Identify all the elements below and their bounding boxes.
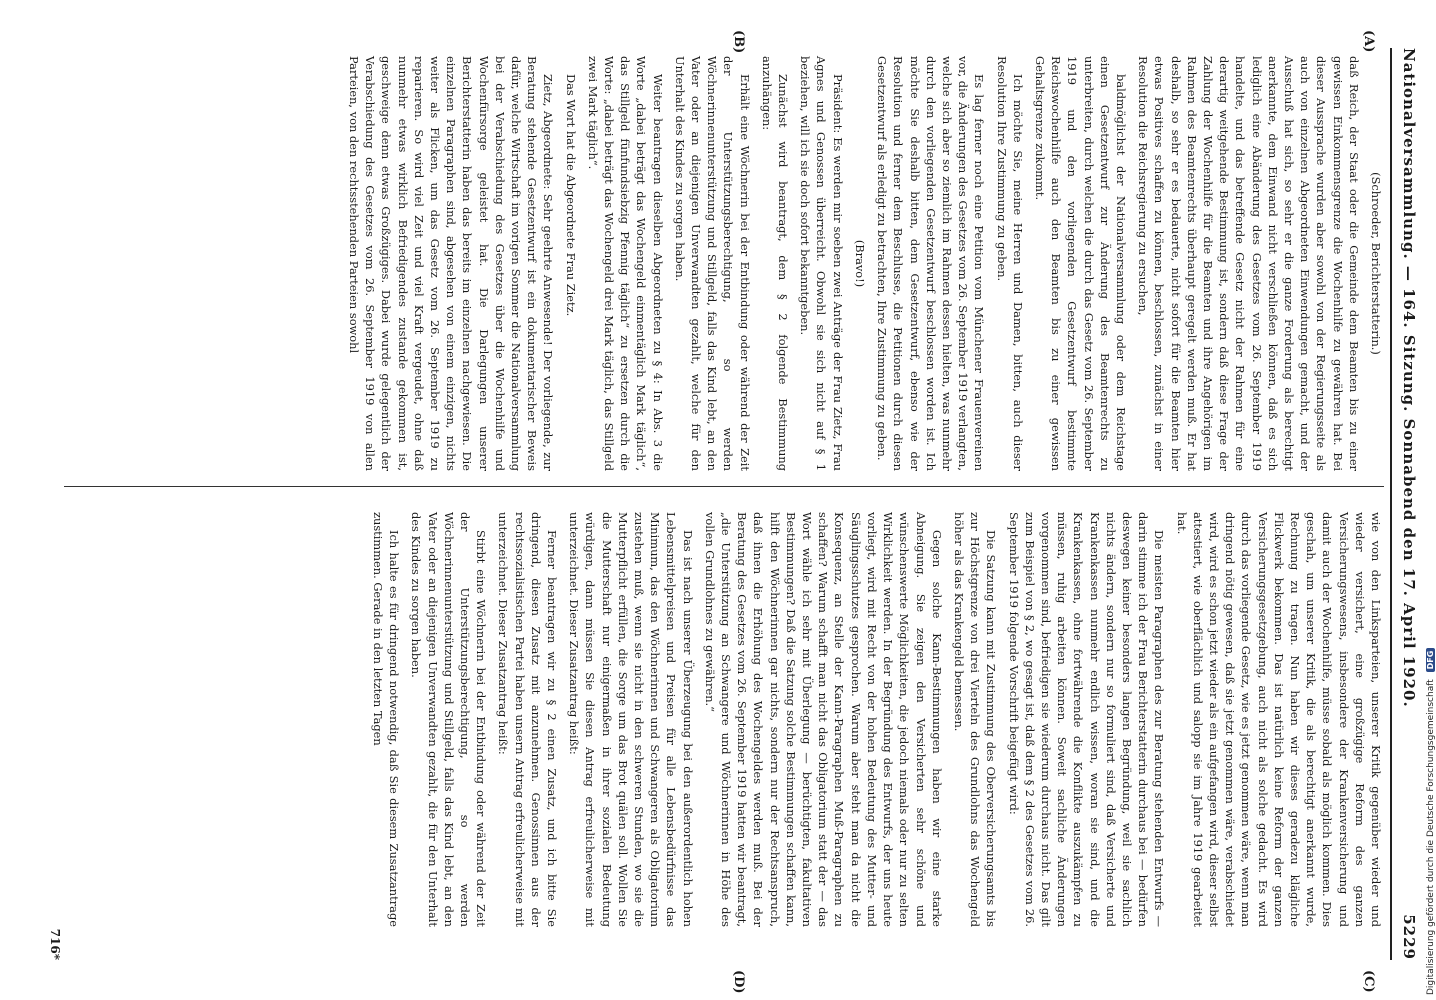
paragraph: Die meisten Paragraphen des zur Beratung stehenden Entwurfs — darin stimme ich der Frau Berichterstatterin durchaus bei — bedürfen deswegen keiner besonders langen Begründung, weil sie sachlich nichts ändern, sondern nur so formuliert sind, daß Versicherte und Krankenkassen nunmehr endlich wissen, woran sie sind, und die Krankenkassen, ohne fortwährende die Konflikte auszukämpfen zu müssen, ruhig arbeiten können. Soweit sachliche Änderungen vorgenommen sind, befriedigen sie wiederum durchaus nicht. Das gilt zum Beispiel von § 2, wo gesagt ist, daß dem § 2 des Gesetzes vom 26. September 1919 folgende Vorschrift beigefügt wird:: [1006, 512, 1167, 927]
header-rule: [1390, 48, 1392, 960]
header-title: Nationalversammlung. — 164. Sitzung. Sonnabend den 17. April 1920.: [1400, 48, 1418, 708]
paragraph: Gegen solche Kann-Bestimmungen haben wir eine starke Abneigung. Sie zeigen den Versicherten sehr schöne und wünschenswerte Möglichkeiten, die jedoch niemals oder nur zu selten Wirklichkeit werden. In der Begründung des Entwurfs, der uns heute vorliegt, wird mit Recht von der hohen Bedeutung des Mutter- und Säuglingsschutzes gesprochen. Warum aber steht man da nicht die Konsequenz, an Stelle der Kann-Paragraphen Muß-Paragraphen zu schaffen? Warum schafft man nicht das Obligatorium statt der — das Wort wähle ich sehr mit Überlegung — berüchtigten, fakultativen Bestimmungen? Daß die Satzung solche Bestimmungen schaffen kann, hilft den Wöchnerinnen gar nichts, sondern nur der Rechtsanspruch, daß ihnen die Erhöhung des Wochengeldes werden muß. Bei der Beratung des Gesetzes vom 26. September 1919 hatten wir beantragt, „die Unterstützung an Schwangere und Wöchnerinnen in Höhe des vollen Grundlohnes zu gewähren.“: [702, 512, 944, 927]
paragraph: (Bravo!): [852, 239, 867, 288]
paragraph: Die Satzung kann mit Zustimmung des Oberversicherungsamts bis zur Höchstgrenze von drei Vierteln des Grundlohns das Wochengeld höher als das Krankengeld bemessen.: [951, 512, 999, 927]
margin-marker-c: (C): [1361, 970, 1376, 993]
paragraph: Ferner beantragen wir zu § 2 einen Zusatz, und ich bitte Sie dringend, diesen Zusatz mit anzunehmen. Genossinnen aus der rechtssozialistischen Partei haben unsern Antrag erfreulicherweise mit unterzeichnet. Dieser Zusatzantrag heißt:: [496, 512, 560, 927]
credit-text: Digitalisierung gefördert durch die Deutsche Forschungsgemeinschaft: [1426, 679, 1436, 995]
digitization-credit: [1426, 648, 1436, 995]
right-text-column: [64, 512, 1384, 927]
paragraph: Zietz, Abgeordnete: Sehr geehrte Anwesende! Der vorliegende, zur Beratung stehende Gesetzentwurf ist ein dokumentarischer Beweis dafür, welche Wirtschaft im vorigen Sommer die Nationalversammlung bei der Verabschiedung des Gesetzes über die Wochenhilfe und Wochenfürsorge geleistet hat. Die Darlegungen unserer Berichterstatterin haben das bereits im einzelnen nachgewiesen. Die einzelnen Paragraphen sind, abgesehen von einem einzigen, nichts weiter als Flicken, um das Gesetz vom 26. September 1919 zu reparieren. So wird viel Zeit und viel Kraft vergeudet, ohne daß nunmehr etwas wirklich Befriedigendes zustande gekommen ist, geschweige denn etwas Großzügiges. Dabei wurde gelegentlich der Verabschiedung des Gesetzes vom 26. September 1919 von allen Parteien, von den rechtsstehenden Parteien sowohl: [347, 56, 556, 471]
margin-marker-b: (B): [731, 30, 746, 54]
paragraph: Stirbt eine Wöchnerin bei der Entbindung oder während der Zeit der Unterstützungsberechtigung, so werden Wöchnerinnenunterstützung und Stillgeld, falls das Kind lebt, an den Vater oder an diejenigen Unverwandten gezahlt, die für den Unterhalt des Kindes zu sorgen haben.: [409, 512, 489, 927]
paragraph: baldmöglichst der Nationalversammlung oder dem Reichstage einen Gesetzentwurf zur Änderung des Beamtenrechts zu unterbreiten, durch welchen die durch das Gesetz vom 26. September 1919 und den vorliegenden Gesetzentwurf bestimmte Reichswochenhilfe auch den Beamten bis zu einer gewissen Gehaltsgrenze zukommt.: [1032, 56, 1128, 471]
footer-page-number: 716*: [48, 928, 62, 960]
paragraph: Ich möchte Sie, meine Herren und Damen, bitten, auch dieser Resolution Ihre Zustimmung zu geben.: [994, 56, 1025, 471]
paragraph: Es lag ferner noch eine Petition vom Münchener Frauenvereinen vor, die Änderungen des Gesetzes vom 26. September 1919 verlangten, welche sich aber so ziemlich im Rahmen dessen hielten, was nunmehr durch den vorliegenden Gesetzentwurf beschlossen worden ist. Ich möchte Sie deshalb bitten, dem Gesetzentwurf, ebenso wie der Resolution und ferner dem Beschlusse, die Petitionen durch diesen Gesetzentwurf als erledigt zu betrachten, Ihre Zustimmung zu geben.: [875, 56, 987, 471]
margin-marker-a: (A): [1361, 30, 1376, 53]
left-text-column: [64, 56, 1384, 471]
paragraph: Ich halte es für dringend notwendig, daß Sie diesem Zusatzantrage zustimmen. Gerade in den letzten Tagen: [371, 512, 402, 927]
digitization-credit-strip: [1414, 0, 1434, 1000]
paragraph: Zunächst wird beantragt, dem § 2 folgende Bestimmung anzuhängen:: [759, 56, 791, 471]
paragraph: Präsident: Es werden mir soeben zwei Anträge der Frau Zietz, Frau Agnes und Genossen überreicht. Obwohl sie sich nicht auf § 1 beziehen, will ich sie doch sofort bekanntgeben.: [798, 56, 845, 471]
column-divider: [64, 486, 1384, 487]
paragraph: Erhält eine Wöchnerin bei der Entbindung oder während der Zeit der Unterstützungsberechtigung, so werden Wöchnerinnenunterstützung und Stillgeld, falls das Kind lebt, an den Vater oder an diejenigen Unverwandten gezahlt, welche für den Unterhalt des Kindes zu sorgen haben.: [672, 56, 752, 471]
paragraph: (Schroeder, Berichterstatterin.): [1369, 172, 1383, 355]
header-page-number: 5229: [1400, 914, 1418, 960]
paragraph: Weiter beantragen dieselben Abgeordneten zu § 4: In Abs. 3 die Worte „dabei beträgt das Wochengeld einmentäglich Mark täglich“, das Stillgeld fünfundsiebzig Pfennig täglich“ zu ersetzen durch die Worte: „dabei beträgt das Wochengeld drei Mark täglich, das Stillgeld zwei Mark täglich“.: [585, 56, 665, 471]
paragraph: wie von den Linksparteien, unserer Kritik gegenüber wieder und wieder versichert, eine großzügige Reform des ganzen Versicherungswesens, insbesondere der Krankenversicherung und damit auch der Wochenhilfe, müsse sobald als möglich kommen. Dies geschah, um unserer Kritik, die als berechtigt anerkannt wurde, Rechnung zu tragen. Nun haben wir dieses geradezu klägliche Flickwerk bekommen. Das ist natürlich keine Reform der ganzen Versicherungsgesetzgebung, auch nicht als solche gedacht. Es wird durch das vorliegende Gesetz, wie es jetzt genommen wäre, wenn man dringend nötig gewesen, daß sie jetzt genommen wäre, verabschiedet wird, wird es schon jetzt wieder als ein aufgefangen wird, dieser selbst attestiert, wie oberflächlich und salopp sie im Jahre 1919 gearbeitet hat.: [1174, 512, 1383, 927]
paragraph: daß Reich, der Staat oder die Gemeinde dem Beamten bis zu einer gewissen Einkommensgrenze die Wochenhilfe zu gewähren hat. Bei dieser Aussprache wurden aber sowohl von der Regierungsseite als auch von einzelnen Abgeordneten Einwendungen gemacht, und der Ausschuß hat sich, so sehr er die ganze Forderung als berechtigt anerkannte, dem Einwand nicht verschließen können, daß es sich lediglich eine Abänderung des Gesetzes vom 26. September 1919 handelte, und das betreffende Gesetz nicht der Rahmen für eine derartig weitgehende Bestimmung ist, sondern daß diese Frage der Zahlung der Wochenhilfe für die Beamten und ihre Angehörigen im Rahmen des Beamtenrechts überhaupt geregelt werden muß. Er hat deshalb, so sehr er es bedauerte, nicht sofort für die Beamten hier etwas Positives schaffen zu können, beschlossen, zunächst in einer Resolution die Reichsregierung zu ersuchen,: [1136, 56, 1361, 471]
paragraph: Das Wort hat die Abgeordnete Frau Zietz.: [563, 74, 578, 317]
dfg-logo: DFG: [1426, 648, 1435, 673]
paragraph: Das ist nach unserer Überzeugung bei den außerordentlich hohen Lebensmittelpreisen und Preisen für alle Lebensbedürfnisse das Minimum, das den Wöchnerinnen und Schwangeren als Obligatorium zustehen muß, wenn sie nicht in den schweren Stunden, wo sie die Mutterpflicht erfüllen, die Sorge um das Brot quälen soll. Wollen Sie die Mutterschaft nur einigermaßen in ihrer sozialen Bedeutung würdigen, dann müssen Sie diesen Antrag erfreulicherweise mit unterzeichnet. Dieser Zusatzantrag heißt:: [567, 512, 695, 927]
margin-marker-d: (D): [731, 970, 746, 994]
